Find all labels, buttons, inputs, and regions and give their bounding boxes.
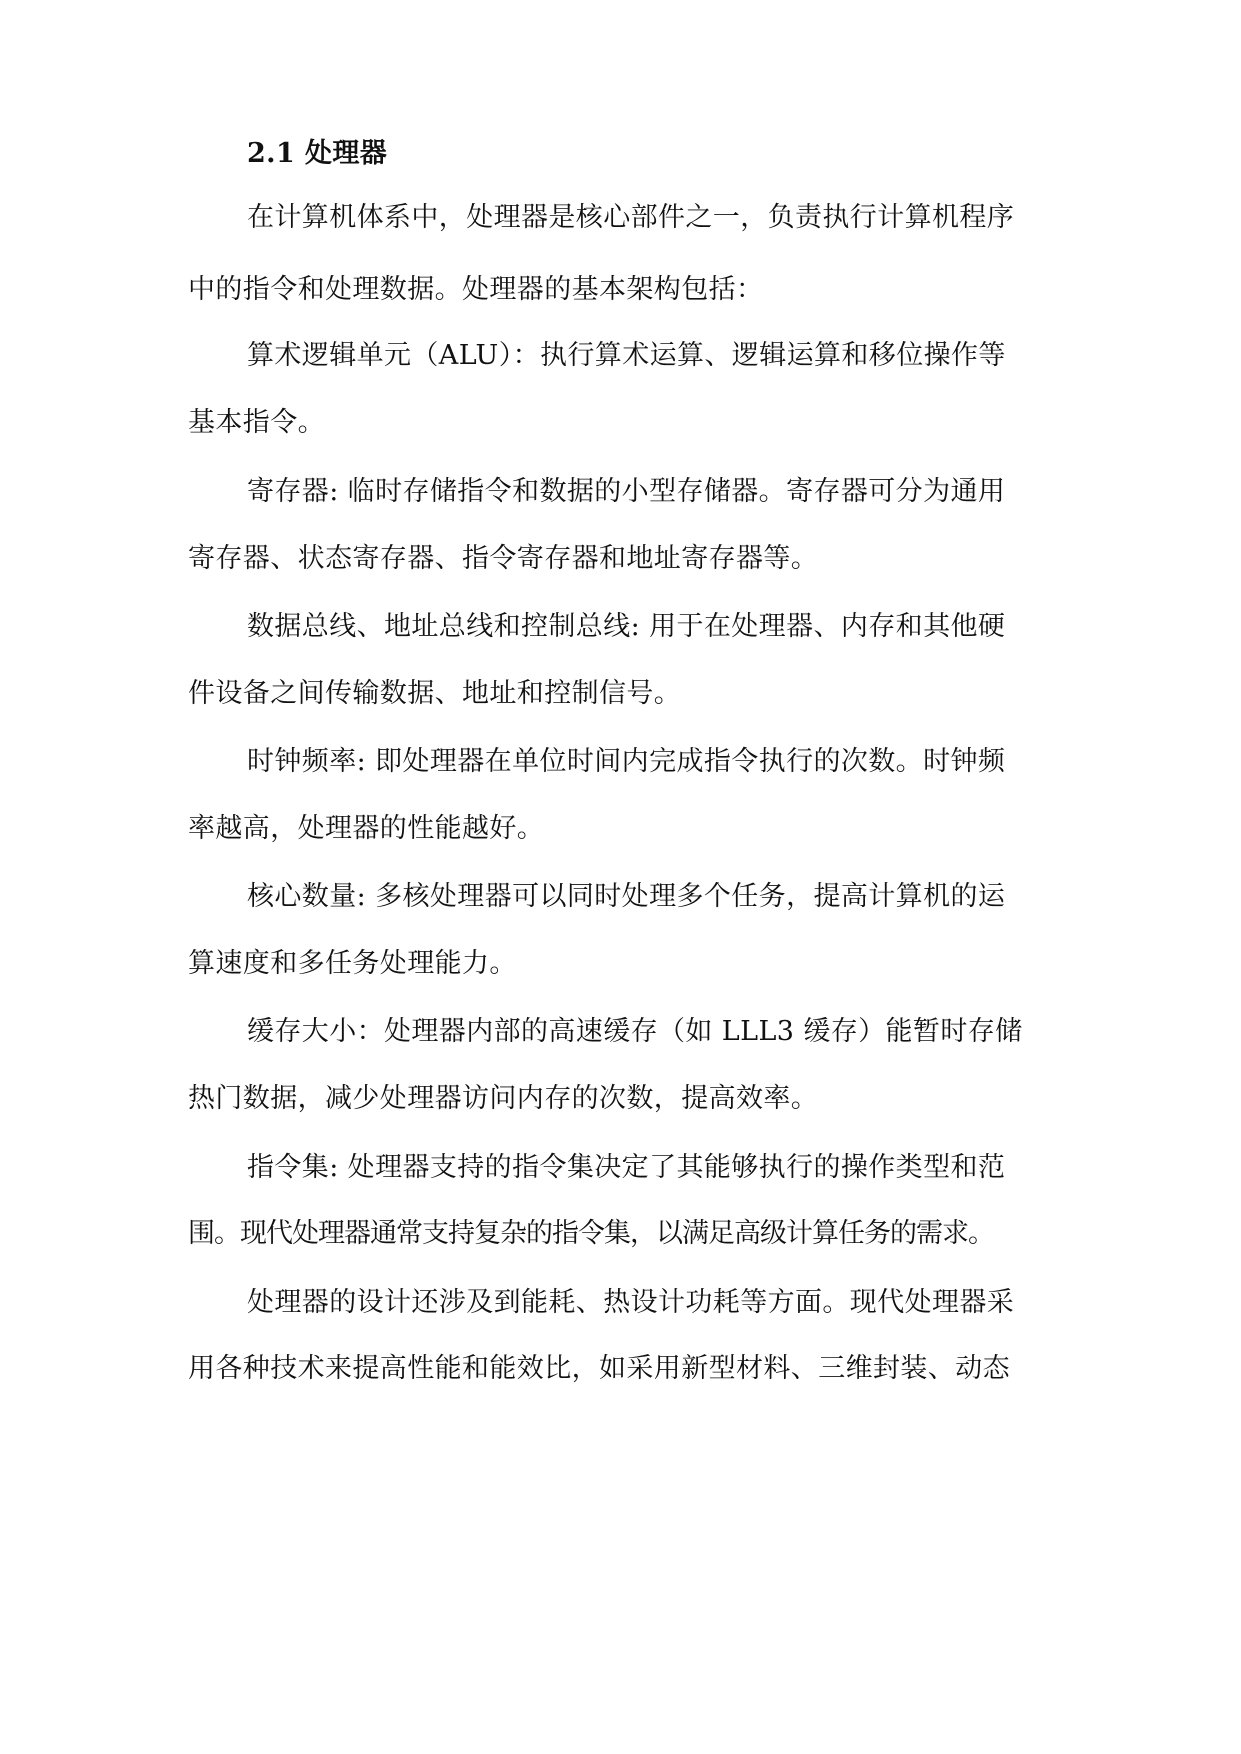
paragraph-buses-line-1: 数据总线、地址总线和控制总线: 用于在处理器、内存和其他硬 — [247, 611, 1006, 642]
paragraph-intro-line-2: 中的指令和处理数据。处理器的基本架构包括： — [188, 274, 764, 305]
section-heading: 2.1 处理器 — [247, 138, 388, 169]
paragraph-design-line-2: 用各种技术来提高性能和能效比，如采用新型材料、三维封装、动态 — [188, 1353, 1010, 1384]
paragraph-registers-line-1: 寄存器: 临时存储指令和数据的小型存储器。寄存器可分为通用 — [247, 476, 1006, 507]
paragraph-intro-line-1: 在计算机体系中，处理器是核心部件之一，负责执行计算机程序 — [247, 202, 1015, 233]
paragraph-registers-line-2: 寄存器、状态寄存器、指令寄存器和地址寄存器等。 — [188, 543, 819, 574]
paragraph-cores-line-2: 算速度和多任务处理能力。 — [188, 948, 517, 979]
paragraph-buses-line-2: 件设备之间传输数据、地址和控制信号。 — [188, 678, 682, 709]
paragraph-cache-line-2: 热门数据，减少处理器访问内存的次数，提高效率。 — [188, 1083, 819, 1114]
paragraph-alu-line-2: 基本指令。 — [188, 407, 325, 438]
paragraph-instruction-set-line-2: 围。现代处理器通常支持复杂的指令集，以满足高级计算任务的需求。 — [188, 1218, 994, 1249]
paragraph-cache-line-1: 缓存大小：处理器内部的高速缓存（如 LLL3 缓存）能暂时存储 — [247, 1016, 1023, 1047]
paragraph-alu-line-1: 算术逻辑单元（ALU）：执行算术运算、逻辑运算和移位操作等 — [247, 340, 1006, 371]
paragraph-instruction-set-line-1: 指令集: 处理器支持的指令集决定了其能够执行的操作类型和范 — [247, 1152, 1006, 1183]
paragraph-design-line-1: 处理器的设计还涉及到能耗、热设计功耗等方面。现代处理器采 — [247, 1287, 1015, 1318]
paragraph-clock-line-1: 时钟频率: 即处理器在单位时间内完成指令执行的次数。时钟频 — [247, 746, 1006, 777]
paragraph-cores-line-1: 核心数量: 多核处理器可以同时处理多个任务，提高计算机的运 — [247, 881, 1006, 912]
paragraph-clock-line-2: 率越高，处理器的性能越好。 — [188, 813, 545, 844]
